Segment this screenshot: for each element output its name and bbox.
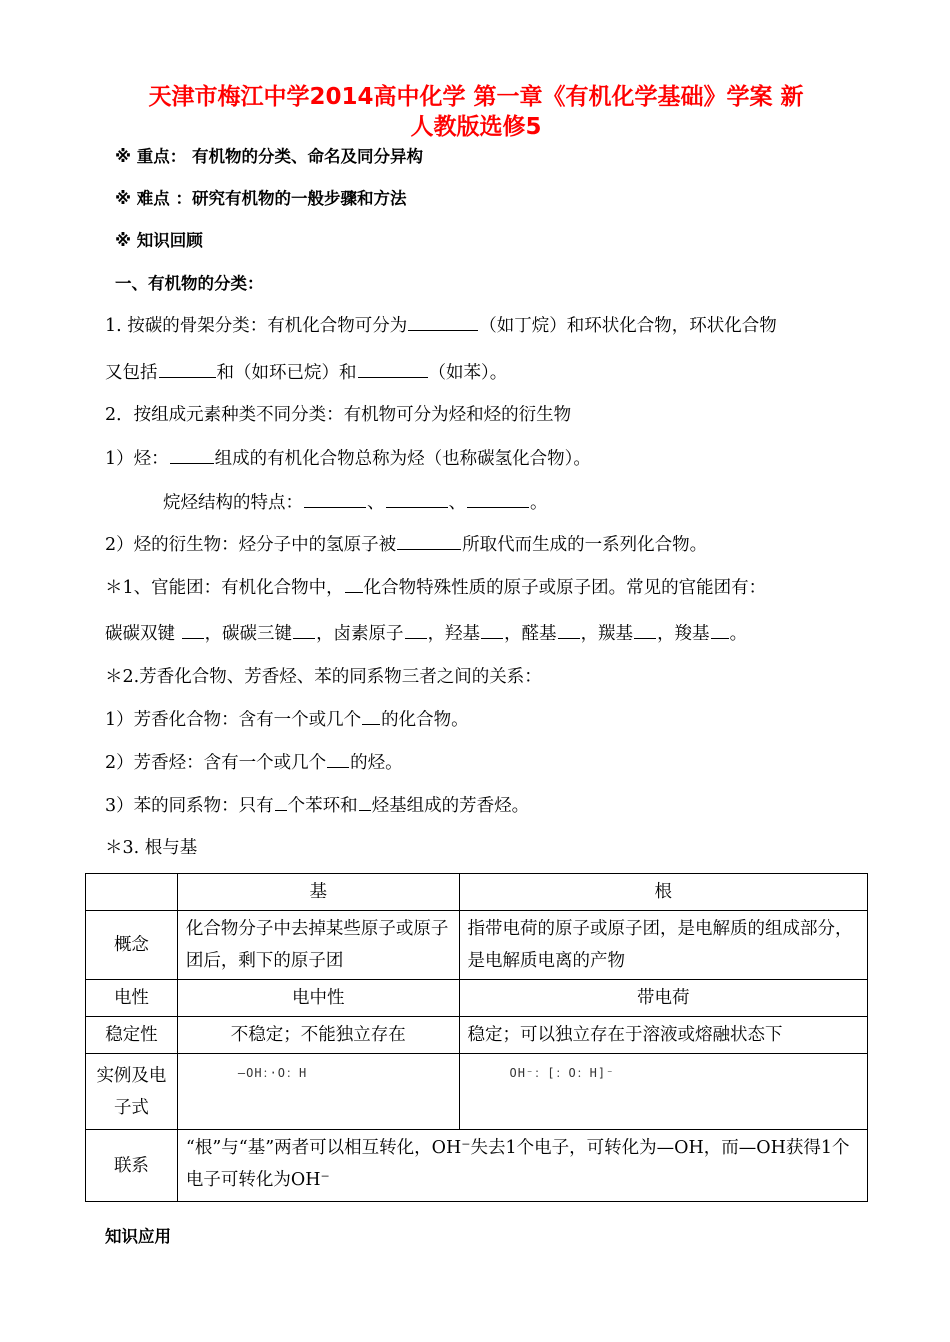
row-label: 稳定性 (86, 1017, 178, 1054)
table-header-row (86, 874, 868, 911)
review-heading: ※ 知识回顾 (115, 231, 203, 250)
table-cell: “根”与“基”两者可以相互转化，OH⁻失去1个电子，可转化为—OH，而—OH获得1个电子可转化为OH⁻ (177, 1130, 867, 1202)
table-cell: 不稳定；不能独立存在 (177, 1017, 459, 1054)
paragraph-1b: 又包括 和（如环已烷）和 （如苯）。 (105, 360, 507, 385)
table-header-cell: 基 (177, 874, 459, 911)
paragraph-4: 烷烃结构的特点： 、 、 。 (163, 490, 548, 515)
row-label: 联系 (86, 1130, 178, 1202)
table-row (86, 980, 868, 1017)
table-cell: 带电荷 (459, 980, 867, 1017)
key-point-line: ※ 重点： 有机物的分类、命名及同分异构 (115, 147, 424, 166)
fill-blank[interactable] (327, 750, 349, 768)
paragraph-9: 1）芳香化合物：含有一个或几个 的化合物。 (105, 707, 469, 732)
paragraph-1a: 1. 按碳的骨架分类：有机化合物可分为 （如丁烷）和环状化合物，环状化合物 (105, 313, 777, 338)
document-title (96, 82, 856, 142)
fill-blank[interactable] (362, 707, 380, 725)
table-header-cell (86, 874, 178, 911)
fill-blank[interactable] (405, 621, 427, 639)
paragraph-5: 2）烃的衍生物：烃分子中的氢原子被 所取代而生成的一系列化合物。 (105, 532, 707, 557)
paragraph-3: 1）烃： 组成的有机化合物总称为烃（也称碳氢化合物）。 (105, 446, 591, 471)
table-header-cell: 根 (459, 874, 867, 911)
title-line-2: 人教版选修5 (410, 114, 542, 140)
table-row (86, 1017, 868, 1054)
fill-blank[interactable] (558, 621, 580, 639)
fill-blank[interactable] (159, 360, 216, 378)
formula-text: OH⁻：[：O：H]⁻ (509, 1066, 615, 1080)
fill-blank[interactable] (359, 793, 371, 811)
electron-formula-ji (177, 1054, 459, 1130)
fill-blank[interactable] (358, 360, 428, 378)
table-cell: 电中性 (177, 980, 459, 1017)
table-cell: 化合物分子中去掉某些原子或原子团后，剩下的原子团 (177, 911, 459, 980)
formula-text: —OH：·O：H (237, 1066, 308, 1080)
title-line-1: 天津市梅江中学2014高中化学 第一章《有机化学基础》学案 新 (148, 84, 804, 110)
table-row (86, 1130, 868, 1202)
fill-blank[interactable] (345, 575, 363, 593)
paragraph-8: ＊2.芳香化合物、芳香烃、苯的同系物三者之间的关系： (105, 667, 542, 687)
fill-blank[interactable] (182, 621, 204, 639)
comparison-table (85, 873, 868, 1202)
table-cell: 稳定；可以独立存在于溶液或熔融状态下 (459, 1017, 867, 1054)
row-label: 电性 (86, 980, 178, 1017)
knowledge-application-heading: 知识应用 (105, 1227, 171, 1246)
fill-blank[interactable] (634, 621, 656, 639)
table-row (86, 911, 868, 980)
table-cell: 指带电荷的原子或原子团，是电解质的组成部分，是电解质电离的产物 (459, 911, 867, 980)
fill-blank[interactable] (397, 532, 461, 550)
fill-blank[interactable] (304, 490, 366, 508)
fill-blank[interactable] (711, 621, 729, 639)
paragraph-6: ＊1、官能团：有机化合物中， 化合物特殊性质的原子或原子团。常见的官能团有： (105, 575, 766, 600)
fill-blank[interactable] (481, 621, 503, 639)
paragraph-2: 2．按组成元素种类不同分类：有机物可分为烃和烃的衍生物 (105, 405, 572, 425)
fill-blank[interactable] (386, 490, 448, 508)
row-label: 实例及电子式 (86, 1054, 178, 1130)
table-row (86, 1054, 868, 1130)
electron-formula-gen (459, 1054, 867, 1130)
fill-blank[interactable] (170, 446, 214, 464)
paragraph-7: 碳碳双键 ，碳碳三键 ，卤素原子 ，羟基 ，醛基 ，羰基 ，羧基 。 (105, 621, 747, 646)
paragraph-10: 2）芳香烃：含有一个或几个 的烃。 (105, 750, 403, 775)
fill-blank[interactable] (293, 621, 315, 639)
section-1-heading: 一、有机物的分类： (115, 274, 264, 293)
paragraph-12: ＊3. 根与基 (105, 838, 198, 858)
fill-blank[interactable] (467, 490, 529, 508)
paragraph-11: 3）苯的同系物：只有 个苯环和 烃基组成的芳香烃。 (105, 793, 529, 818)
fill-blank[interactable] (408, 313, 478, 331)
difficulty-line: ※ 难点 ：研究有机物的一般步骤和方法 (115, 189, 407, 208)
fill-blank[interactable] (275, 793, 287, 811)
row-label: 概念 (86, 911, 178, 980)
